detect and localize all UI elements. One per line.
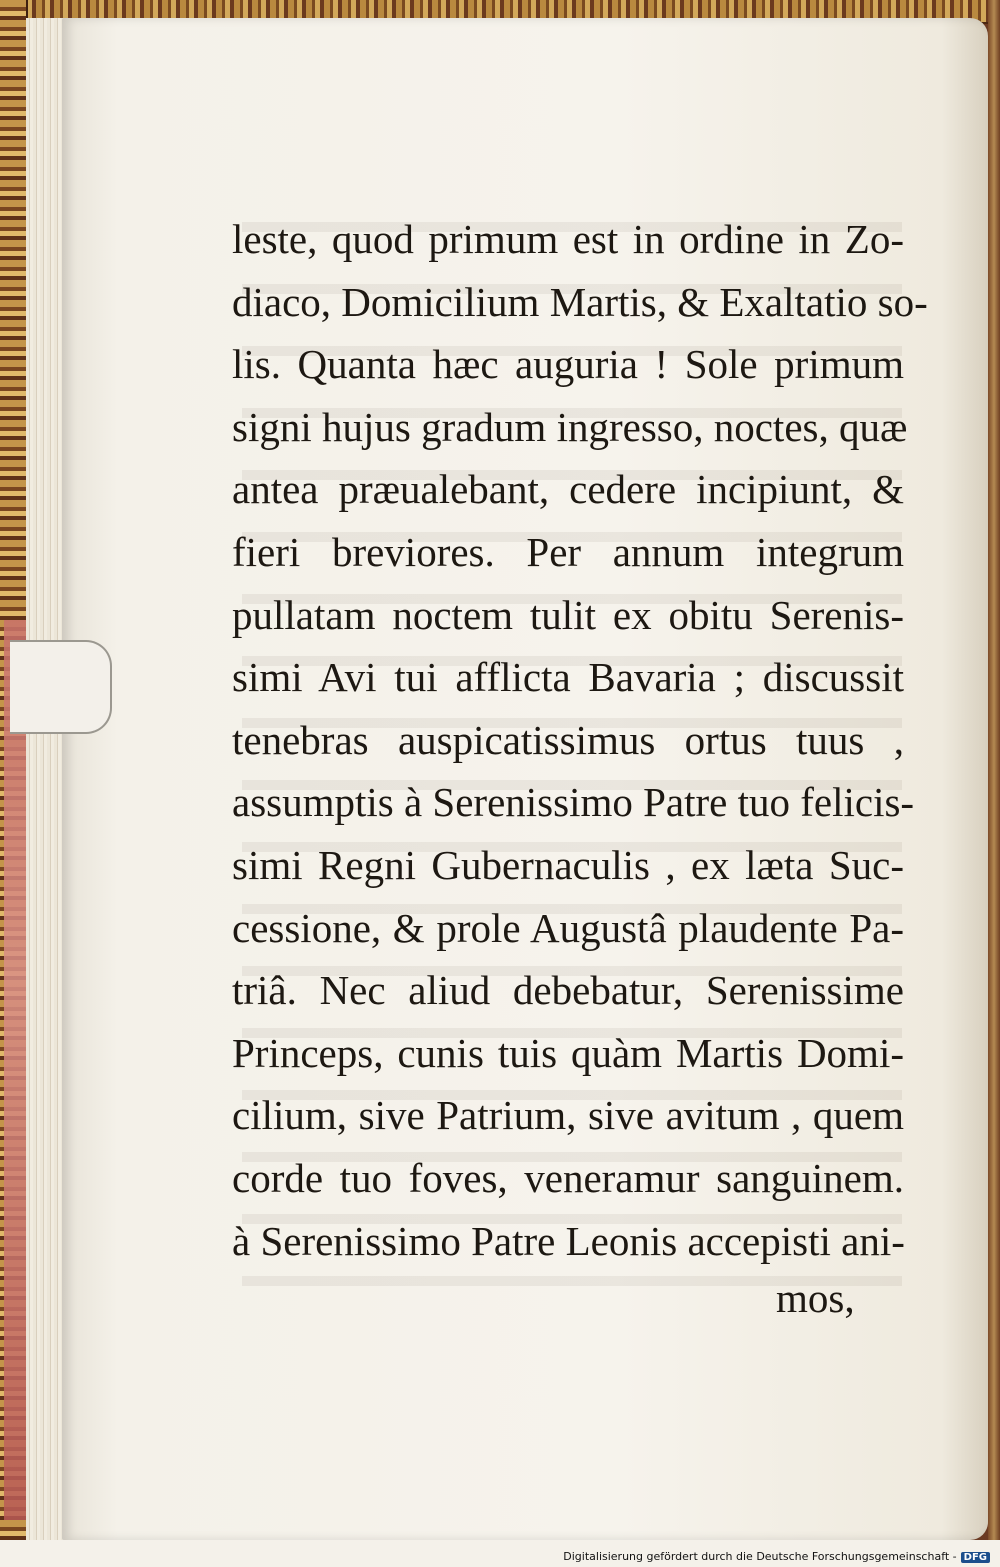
text-line: tenebras auspicatissimus ortus tuus , [232,716,904,763]
book-binding-right [988,0,1000,1567]
text-line: leste, quod primum est in ordine in Zo- [232,216,904,262]
dfg-logo: DFG [961,1552,990,1563]
page-tab-marker [10,640,112,734]
text-line: simi Avi tui afflicta Bavaria ; discussit [232,654,904,701]
text-line: corde tuo foves, veneramur sanguinem. [232,1154,904,1201]
text-line: triâ. Nec aliud debebatur, Serenissime [232,967,904,1014]
page-stack-edge [26,18,66,1540]
page-text [232,208,928,1272]
text-line: cessione, & prole Augustâ plaudente Pa- [232,904,904,951]
text-line: signi hujus gradum ingresso, noctes, quæ [232,403,908,450]
text-line: simi Regni Gubernaculis , ex læta Suc- [232,841,904,888]
credit-text: Digitalisierung gefördert durch die Deutsche Forschungsgemeinschaft - [563,1550,957,1563]
digitization-credit [0,1550,990,1567]
text-line: diaco, Domicilium Martis, & Exaltatio so- [232,278,928,325]
text-line: Princeps, cunis tuis quàm Martis Domi- [232,1029,904,1076]
text-line: cilium, sive Patrium, sive avitum , quem [232,1092,904,1139]
text-line: à Serenissimo Patre Leonis accepisti ani- [232,1217,905,1264]
text-line: antea præualebant, cedere incipiunt, & [232,466,904,513]
text-line: assumptis à Serenissimo Patre tuo felicis- [232,779,915,826]
catchword: mos, [776,1275,855,1321]
text-line: fieri breviores. Per annum integrum [232,528,904,575]
text-line: lis. Quanta hæc auguria ! Sole primum [232,341,904,388]
text-line: pullatam noctem tulit ex obitu Serenis- [232,591,904,638]
